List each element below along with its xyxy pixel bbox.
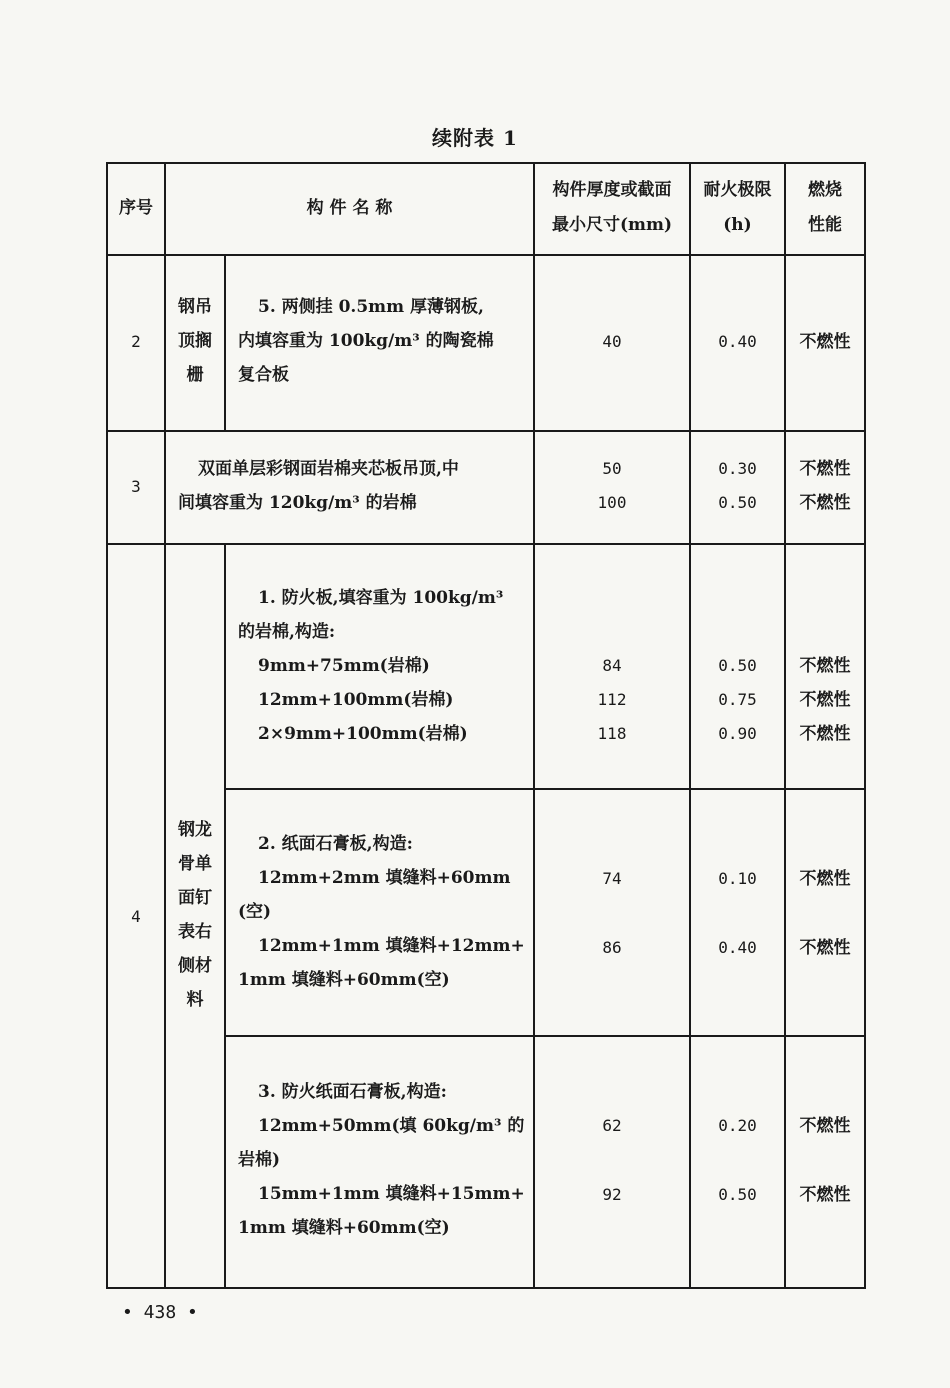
desc-line: 复合板 (238, 365, 289, 385)
table-border-top (106, 162, 866, 164)
row-4-sub3-limit: 0.50 (718, 1185, 757, 1204)
burn-value: 不燃性 (799, 459, 851, 479)
desc-line: 间填容重为 120kg/m³ 的岩棉 (178, 493, 417, 513)
row-4-sub2-burn: 不燃性 (799, 938, 851, 958)
row-4-sub3-burn: 不燃性 (799, 1116, 851, 1136)
size-value: 50 (602, 459, 622, 478)
row-3-burns (786, 452, 864, 520)
desc-line: 的岩棉,构造: (238, 622, 336, 642)
row-2-limit: 0.40 (718, 332, 757, 351)
header-burn-line2: 性能 (808, 215, 842, 235)
row-3-description (178, 452, 530, 520)
burn-value: 不燃性 (799, 690, 851, 710)
desc-line: 双面单层彩钢面岩棉夹芯板吊顶,中 (198, 459, 459, 479)
header-size-line1: 构件厚度或截面 (552, 180, 672, 200)
burn-value: 不燃性 (799, 493, 851, 513)
limit-value: 0.50 (718, 656, 757, 675)
row-2-category (166, 290, 224, 392)
header-seq: 序号 (119, 198, 153, 218)
desc-line: 12mm+1mm 填缝料+12mm+ (258, 936, 525, 956)
limit-value: 0.90 (718, 724, 757, 743)
desc-line: 15mm+1mm 填缝料+15mm+ (258, 1184, 525, 1204)
sub-row-divider (225, 1035, 866, 1037)
limit-value: 0.50 (718, 493, 757, 512)
limit-value: 0.30 (718, 459, 757, 478)
category-line: 钢龙 (178, 820, 212, 840)
row-4-sub3-size: 62 (602, 1116, 622, 1135)
row-4-sub2-size: 86 (602, 938, 622, 957)
desc-line: 3. 防火纸面石膏板,构造: (258, 1082, 447, 1102)
row-3-sizes (535, 452, 689, 520)
header-divider (106, 254, 866, 256)
desc-line: 12mm+100mm(岩棉) (258, 690, 454, 710)
row-4-category (166, 813, 224, 1017)
row-4-seq: 4 (131, 907, 141, 926)
category-line: 侧材 (178, 956, 212, 976)
desc-line: 9mm+75mm(岩棉) (258, 656, 430, 676)
header-size-line2: 最小尺寸(mm) (551, 215, 673, 235)
row-divider (106, 543, 866, 545)
row-4-sub2-burn: 不燃性 (799, 869, 851, 889)
row-2-burn: 不燃性 (799, 332, 851, 352)
desc-line: 12mm+2mm 填缝料+60mm (258, 868, 511, 888)
table-title: 续附表 1 (432, 126, 518, 150)
desc-line: 2. 纸面石膏板,构造: (258, 834, 413, 854)
col-divider (224, 254, 226, 432)
row-2-description (238, 290, 530, 392)
row-4-sub2-limit: 0.10 (718, 869, 757, 888)
desc-line: (空) (238, 902, 272, 922)
category-line: 骨单 (178, 854, 212, 874)
row-4-sub1-limits (691, 649, 784, 751)
desc-line: 1mm 填缝料+60mm(空) (238, 970, 450, 990)
row-4-sub1-burns (786, 649, 864, 751)
row-4-sub3-burn: 不燃性 (799, 1185, 851, 1205)
row-4-sub2-size: 74 (602, 869, 622, 888)
desc-line: 1. 防火板,填容重为 100kg/m³ (258, 588, 504, 608)
row-4-sub3-limit: 0.20 (718, 1116, 757, 1135)
category-line: 表右 (178, 922, 212, 942)
desc-line: 5. 两侧挂 0.5mm 厚薄钢板, (258, 297, 484, 317)
burn-value: 不燃性 (799, 724, 851, 744)
desc-line: 内填容重为 100kg/m³ 的陶瓷棉 (238, 331, 494, 351)
header-burn-line1: 燃烧 (808, 180, 842, 200)
category-line: 料 (186, 990, 204, 1010)
row-4-sub1-sizes (535, 649, 689, 751)
desc-line: 2×9mm+100mm(岩棉) (258, 724, 468, 744)
row-2-size: 40 (602, 332, 622, 351)
desc-line: 12mm+50mm(填 60kg/m³ 的 (258, 1116, 525, 1136)
desc-line: 1mm 填缝料+60mm(空) (238, 1218, 450, 1238)
limit-value: 0.75 (718, 690, 757, 709)
category-line: 顶搁 (178, 331, 212, 351)
table-border-right (864, 162, 866, 1289)
row-4-sub3-description (238, 1075, 530, 1245)
row-4-sub2-description (238, 827, 530, 997)
row-divider (106, 430, 866, 432)
category-line: 面钉 (178, 888, 212, 908)
size-value: 100 (597, 493, 627, 512)
header-fire-line2: (h) (723, 215, 752, 235)
header-fire-line1: 耐火极限 (703, 180, 772, 200)
size-value: 84 (602, 656, 622, 675)
row-4-sub1-description (238, 581, 530, 751)
category-line: 栅 (186, 365, 204, 385)
category-line: 钢吊 (178, 297, 212, 317)
row-3-limits (691, 452, 784, 520)
header-name: 构 件 名 称 (306, 198, 393, 218)
row-4-sub2-limit: 0.40 (718, 938, 757, 957)
row-2-seq: 2 (131, 332, 141, 351)
row-4-sub3-size: 92 (602, 1185, 622, 1204)
desc-line: 岩棉) (238, 1150, 281, 1170)
sub-row-divider (225, 788, 866, 790)
size-value: 112 (597, 690, 627, 709)
page-number: • 438 • (122, 1302, 198, 1323)
col-divider (224, 543, 226, 1289)
burn-value: 不燃性 (799, 656, 851, 676)
size-value: 118 (597, 724, 627, 743)
row-3-seq: 3 (131, 477, 141, 496)
table-border-bottom (106, 1287, 866, 1289)
